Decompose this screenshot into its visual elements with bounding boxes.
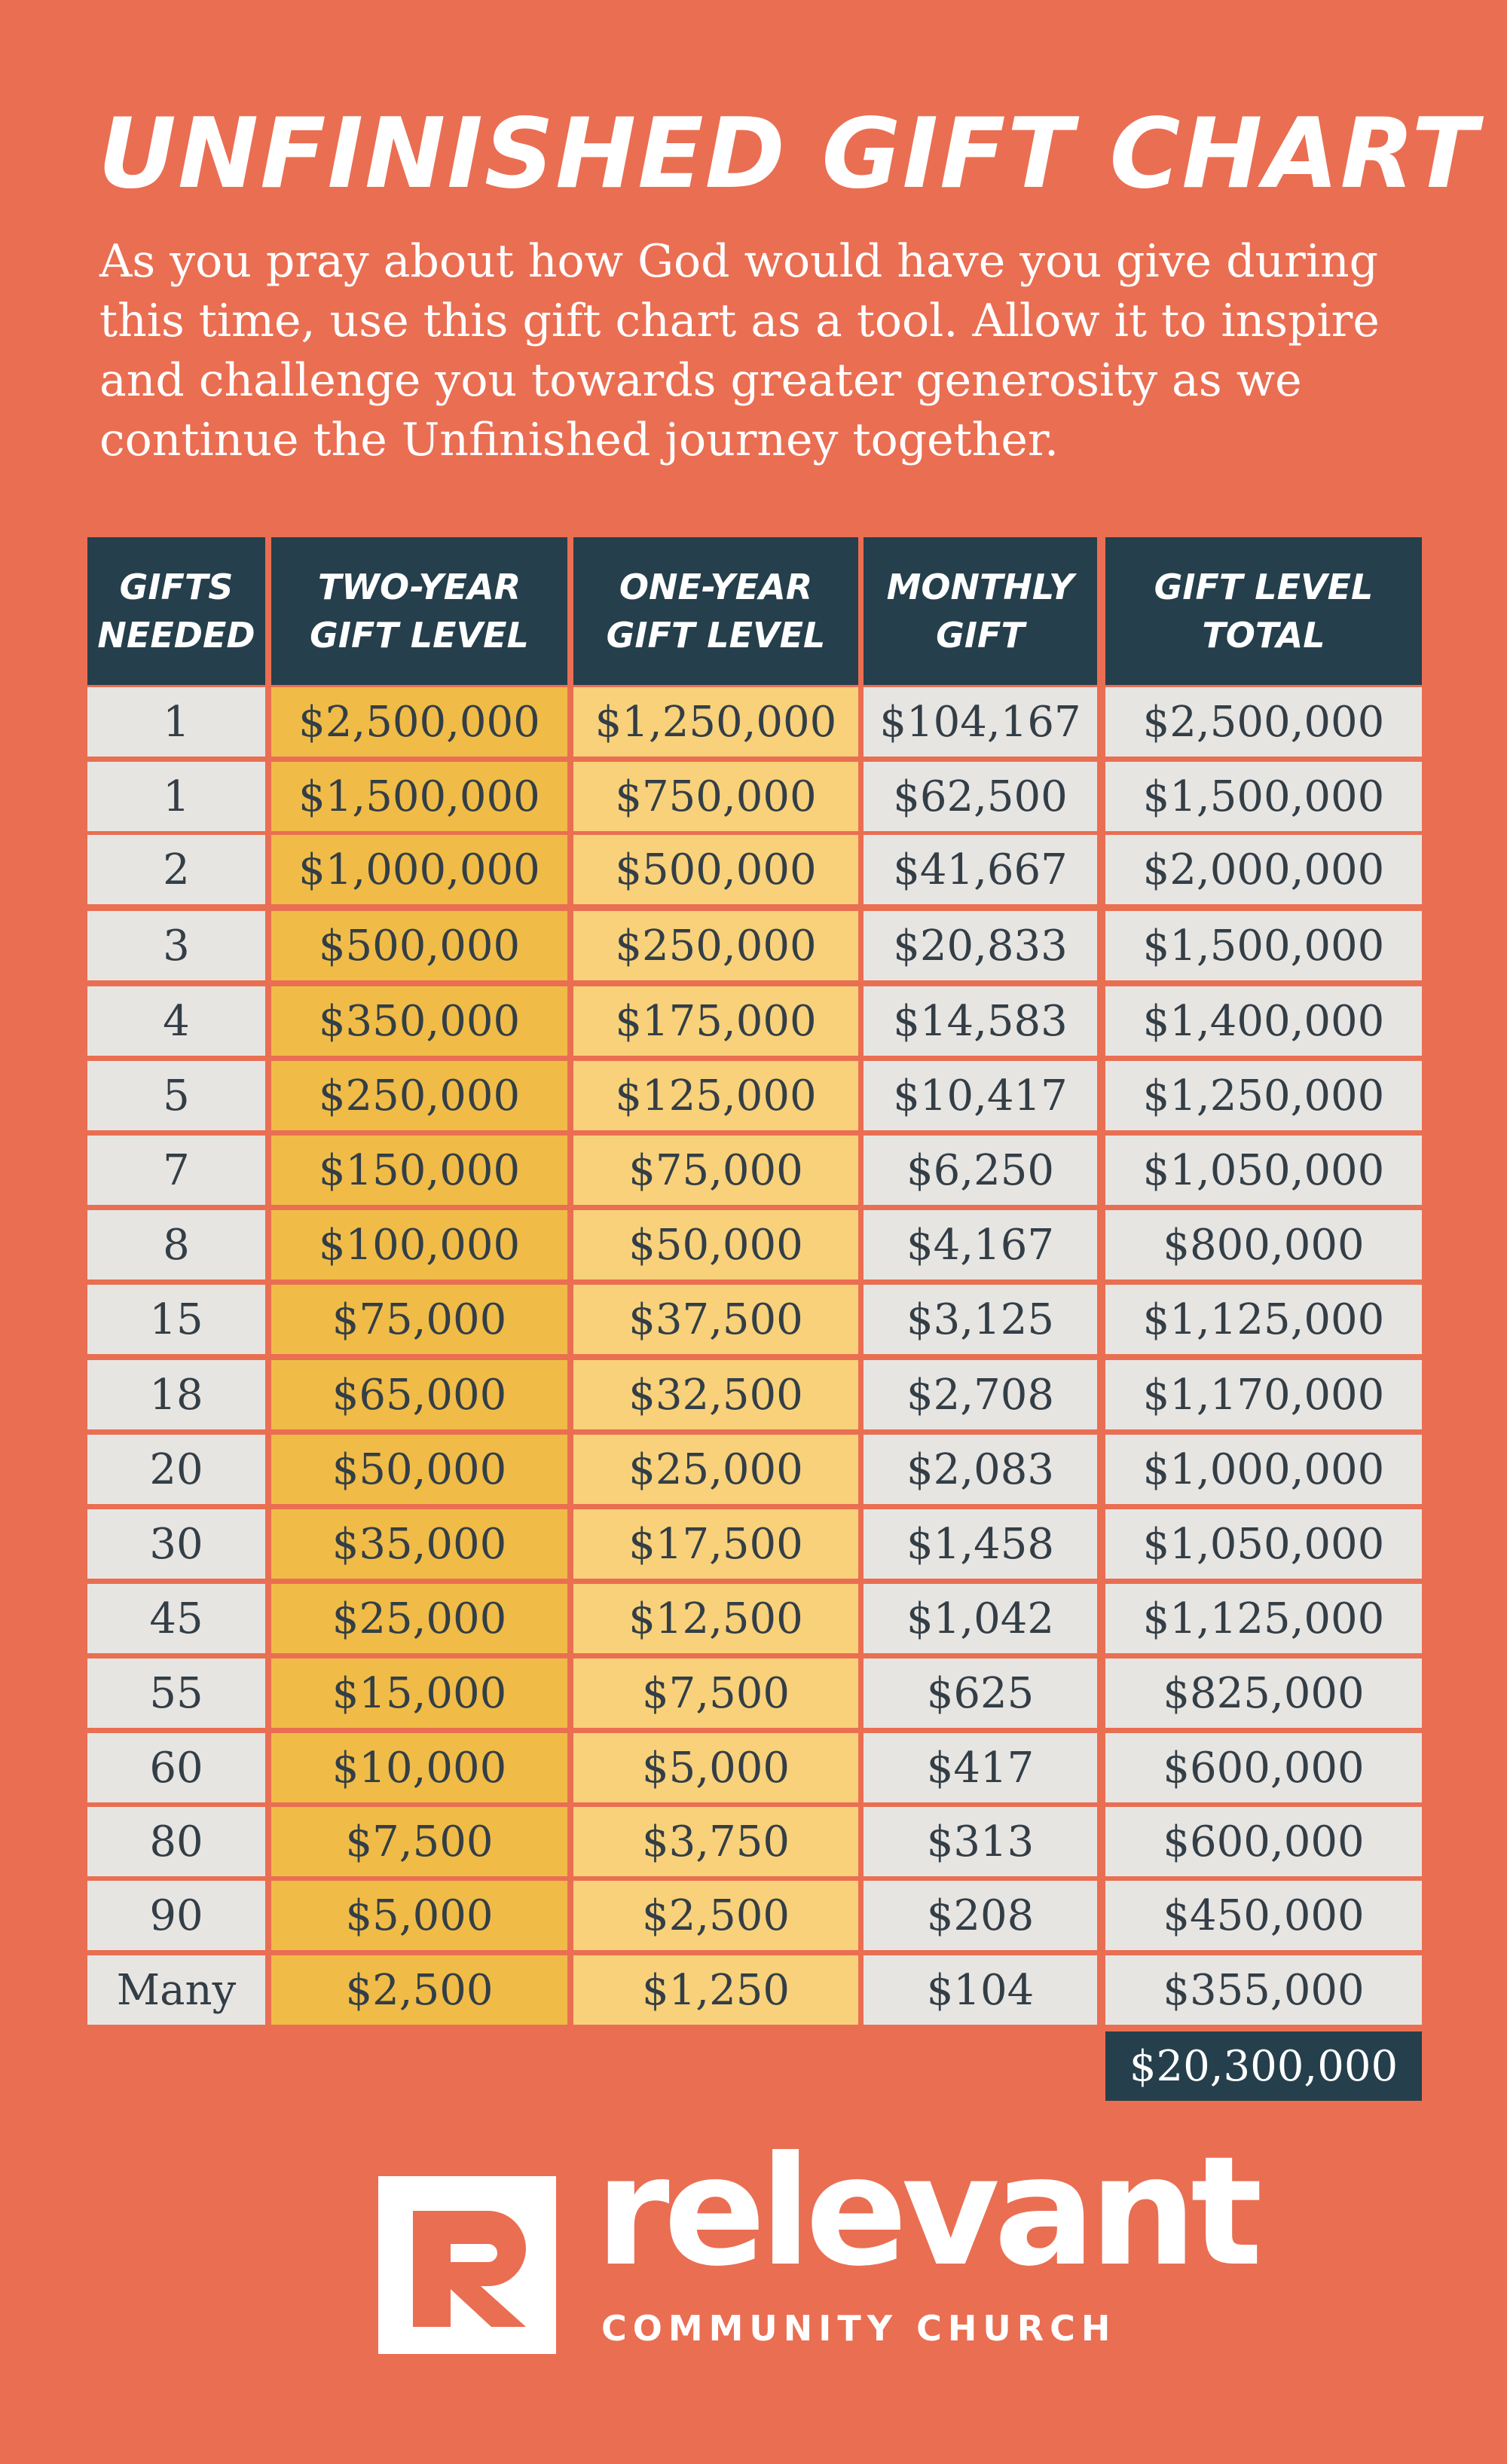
intro-text: As you pray about how God would have you give during this time, use this gift chart as a tool. Allow it to inspire and challenge you towards greater generosity as we continue the Unfinished journey together. (99, 235, 1380, 466)
cell-one-year-gift-level: $500,000 (573, 835, 858, 904)
cell-gift-level-total: $1,050,000 (1105, 1136, 1422, 1205)
cell-gifts-needed: 4 (87, 986, 265, 1056)
cell-one-year-gift-level: $50,000 (573, 1210, 858, 1279)
cell-gifts-needed: 30 (87, 1509, 265, 1579)
cell-monthly-gift: $313 (864, 1807, 1097, 1876)
cell-monthly-gift: $104,167 (864, 687, 1097, 757)
cell-two-year-gift-level: $5,000 (271, 1881, 567, 1950)
cell-two-year-gift-level: $150,000 (271, 1136, 567, 1205)
cell-gifts-needed: 5 (87, 1061, 265, 1130)
cell-two-year-gift-level: $100,000 (271, 1210, 567, 1279)
cell-gifts-needed: 45 (87, 1584, 265, 1653)
cell-gift-level-total: $355,000 (1105, 1955, 1422, 2025)
cell-one-year-gift-level: $250,000 (573, 911, 858, 980)
cell-two-year-gift-level: $1,000,000 (271, 835, 567, 904)
cell-gift-level-total: $2,000,000 (1105, 835, 1422, 904)
cell-one-year-gift-level: $5,000 (573, 1733, 858, 1802)
cell-two-year-gift-level: $1,500,000 (271, 762, 567, 831)
cell-monthly-gift: $625 (864, 1658, 1097, 1728)
cell-two-year-gift-level: $2,500 (271, 1955, 567, 2025)
cell-monthly-gift: $1,042 (864, 1584, 1097, 1653)
cell-monthly-gift: $2,083 (864, 1435, 1097, 1504)
grand-total: $20,300,000 (1105, 2031, 1422, 2101)
cell-gift-level-total: $1,000,000 (1105, 1435, 1422, 1504)
cell-two-year-gift-level: $250,000 (271, 1061, 567, 1130)
cell-one-year-gift-level: $3,750 (573, 1807, 858, 1876)
cell-gifts-needed: 2 (87, 835, 265, 904)
cell-gift-level-total: $600,000 (1105, 1807, 1422, 1876)
cell-gifts-needed: 3 (87, 911, 265, 980)
logo-wordmark: relevant (595, 2124, 1257, 2300)
cell-gift-level-total: $1,125,000 (1105, 1285, 1422, 1354)
cell-gift-level-total: $1,250,000 (1105, 1061, 1422, 1130)
cell-two-year-gift-level: $10,000 (271, 1733, 567, 1802)
cell-one-year-gift-level: $125,000 (573, 1061, 858, 1130)
cell-gift-level-total: $800,000 (1105, 1210, 1422, 1279)
cell-two-year-gift-level: $50,000 (271, 1435, 567, 1504)
cell-one-year-gift-level: $1,250,000 (573, 687, 858, 757)
cell-gifts-needed: 15 (87, 1285, 265, 1354)
cell-monthly-gift: $20,833 (864, 911, 1097, 980)
cell-monthly-gift: $208 (864, 1881, 1097, 1950)
cell-monthly-gift: $41,667 (864, 835, 1097, 904)
cell-gift-level-total: $2,500,000 (1105, 687, 1422, 757)
cell-monthly-gift: $3,125 (864, 1285, 1097, 1354)
cell-gift-level-total: $1,170,000 (1105, 1360, 1422, 1429)
cell-gift-level-total: $1,500,000 (1105, 911, 1422, 980)
header-gifts-needed: GIFTS NEEDED (87, 537, 265, 685)
cell-monthly-gift: $2,708 (864, 1360, 1097, 1429)
cell-gifts-needed: 1 (87, 762, 265, 831)
cell-gifts-needed: 90 (87, 1881, 265, 1950)
header-gift-level-total: GIFT LEVEL TOTAL (1105, 537, 1422, 685)
cell-monthly-gift: $1,458 (864, 1509, 1097, 1579)
cell-two-year-gift-level: $25,000 (271, 1584, 567, 1653)
cell-one-year-gift-level: $25,000 (573, 1435, 858, 1504)
cell-monthly-gift: $6,250 (864, 1136, 1097, 1205)
cell-gifts-needed: 18 (87, 1360, 265, 1429)
cell-two-year-gift-level: $2,500,000 (271, 687, 567, 757)
cell-one-year-gift-level: $7,500 (573, 1658, 858, 1728)
cell-gifts-needed: Many (87, 1955, 265, 2025)
cell-monthly-gift: $62,500 (864, 762, 1097, 831)
cell-gifts-needed: 8 (87, 1210, 265, 1279)
cell-gift-level-total: $1,050,000 (1105, 1509, 1422, 1579)
header-two-year-gift-level: TWO-YEAR GIFT LEVEL (271, 537, 567, 685)
cell-gift-level-total: $1,125,000 (1105, 1584, 1422, 1653)
cell-two-year-gift-level: $350,000 (271, 986, 567, 1056)
r-logo-icon (378, 2176, 556, 2354)
header-one-year-gift-level: ONE-YEAR GIFT LEVEL (573, 537, 858, 685)
cell-gifts-needed: 60 (87, 1733, 265, 1802)
cell-one-year-gift-level: $750,000 (573, 762, 858, 831)
cell-one-year-gift-level: $1,250 (573, 1955, 858, 2025)
logo-subtitle: COMMUNITY CHURCH (601, 2308, 1117, 2349)
cell-two-year-gift-level: $35,000 (271, 1509, 567, 1579)
cell-one-year-gift-level: $2,500 (573, 1881, 858, 1950)
cell-one-year-gift-level: $75,000 (573, 1136, 858, 1205)
cell-two-year-gift-level: $75,000 (271, 1285, 567, 1354)
cell-gift-level-total: $1,500,000 (1105, 762, 1422, 831)
page-title: UNFINISHED GIFT CHART (98, 98, 1479, 210)
cell-one-year-gift-level: $17,500 (573, 1509, 858, 1579)
cell-gifts-needed: 80 (87, 1807, 265, 1876)
header-monthly-gift: MONTHLY GIFT (864, 537, 1097, 685)
cell-two-year-gift-level: $500,000 (271, 911, 567, 980)
cell-one-year-gift-level: $32,500 (573, 1360, 858, 1429)
cell-one-year-gift-level: $12,500 (573, 1584, 858, 1653)
cell-gift-level-total: $450,000 (1105, 1881, 1422, 1950)
cell-two-year-gift-level: $15,000 (271, 1658, 567, 1728)
cell-one-year-gift-level: $37,500 (573, 1285, 858, 1354)
cell-monthly-gift: $14,583 (864, 986, 1097, 1056)
cell-two-year-gift-level: $7,500 (271, 1807, 567, 1876)
cell-monthly-gift: $104 (864, 1955, 1097, 2025)
cell-one-year-gift-level: $175,000 (573, 986, 858, 1056)
cell-gifts-needed: 20 (87, 1435, 265, 1504)
cell-gifts-needed: 1 (87, 687, 265, 757)
cell-monthly-gift: $4,167 (864, 1210, 1097, 1279)
cell-gifts-needed: 55 (87, 1658, 265, 1728)
cell-monthly-gift: $417 (864, 1733, 1097, 1802)
cell-gift-level-total: $825,000 (1105, 1658, 1422, 1728)
cell-gift-level-total: $600,000 (1105, 1733, 1422, 1802)
cell-gifts-needed: 7 (87, 1136, 265, 1205)
cell-two-year-gift-level: $65,000 (271, 1360, 567, 1429)
cell-monthly-gift: $10,417 (864, 1061, 1097, 1130)
cell-gift-level-total: $1,400,000 (1105, 986, 1422, 1056)
